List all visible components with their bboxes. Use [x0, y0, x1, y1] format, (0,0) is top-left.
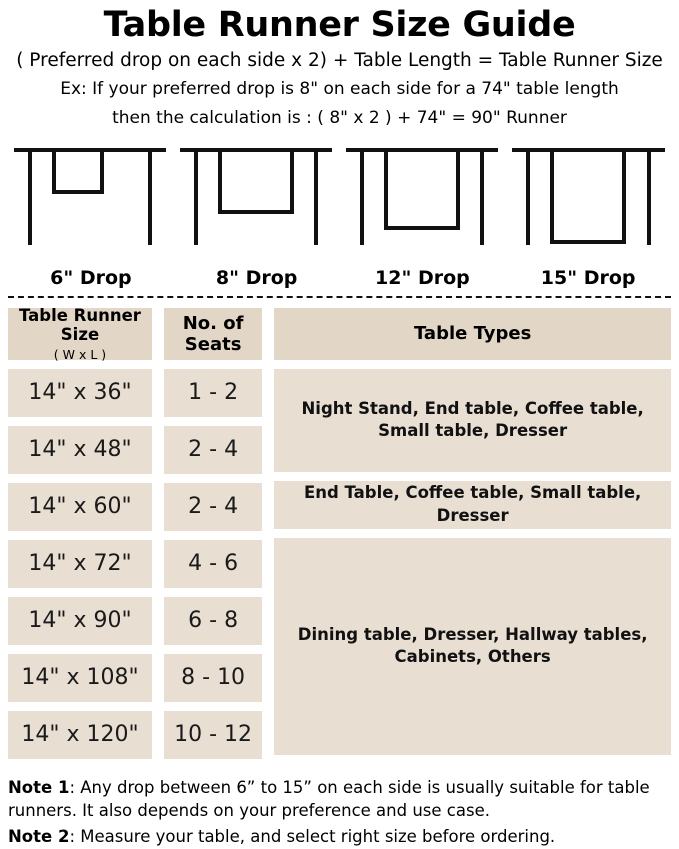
- table-row: 6 - 8: [164, 597, 262, 645]
- table-row: 2 - 4: [164, 483, 262, 531]
- drop-label-15: 15" Drop: [505, 267, 671, 289]
- note-1-label: Note 1: [8, 778, 69, 797]
- table-row: 8 - 10: [164, 654, 262, 702]
- example-line-1: Ex: If your preferred drop is 8" on each side for a 74" table length: [8, 78, 671, 101]
- note-2-text: : Measure your table, and select right size before ordering.: [69, 827, 555, 846]
- column-table-types: [274, 308, 671, 764]
- table-row: 14" x 36": [8, 369, 152, 417]
- header-runner-size: [8, 308, 152, 360]
- drop-illustrations: [8, 140, 671, 265]
- size-table: [8, 308, 671, 768]
- table-row: 14" x 72": [8, 540, 152, 588]
- note-1: [8, 776, 671, 824]
- table-types-group-1: Night Stand, End table, Coffee table, Small table, Dresser: [274, 369, 671, 472]
- table-drop-diagram: [8, 140, 671, 258]
- drop-label-8: 8" Drop: [174, 267, 340, 289]
- drop-label-row: [8, 267, 671, 289]
- notes-section: [8, 776, 671, 849]
- header-table-types: Table Types: [274, 308, 671, 360]
- table-row: 14" x 90": [8, 597, 152, 645]
- note-2: [8, 825, 671, 849]
- header-runner-size-label: Table Runner Size: [8, 306, 152, 344]
- note-1-text: : Any drop between 6” to 15” on each side is usually suitable for table runners. It also depends on your preference and use case.: [8, 778, 650, 821]
- table-row: 1 - 2: [164, 369, 262, 417]
- section-divider: [8, 296, 671, 298]
- table-row: 4 - 6: [164, 540, 262, 588]
- drop-label-12: 12" Drop: [340, 267, 506, 289]
- example-line-2: then the calculation is : ( 8" x 2 ) + 74" = 90" Runner: [8, 107, 671, 130]
- table-types-group-2: End Table, Coffee table, Small table, Dresser: [274, 481, 671, 529]
- table-row: 14" x 48": [8, 426, 152, 474]
- table-types-group-3: Dining table, Dresser, Hallway tables, Cabinets, Others: [274, 538, 671, 755]
- drop-label-6: 6" Drop: [8, 267, 174, 289]
- page-title: Table Runner Size Guide: [8, 6, 671, 45]
- table-row: 14" x 108": [8, 654, 152, 702]
- column-runner-size: [8, 308, 152, 768]
- table-row: 10 - 12: [164, 711, 262, 759]
- note-2-label: Note 2: [8, 827, 69, 846]
- column-seats: [164, 308, 262, 768]
- header-runner-size-sub: ( W x L ): [54, 347, 106, 362]
- header-seats: No. of Seats: [164, 308, 262, 360]
- infographic-page: [0, 6, 679, 832]
- formula-line: ( Preferred drop on each side x 2) + Table Length = Table Runner Size: [8, 49, 671, 72]
- table-row: 2 - 4: [164, 426, 262, 474]
- table-row: 14" x 60": [8, 483, 152, 531]
- table-row: 14" x 120": [8, 711, 152, 759]
